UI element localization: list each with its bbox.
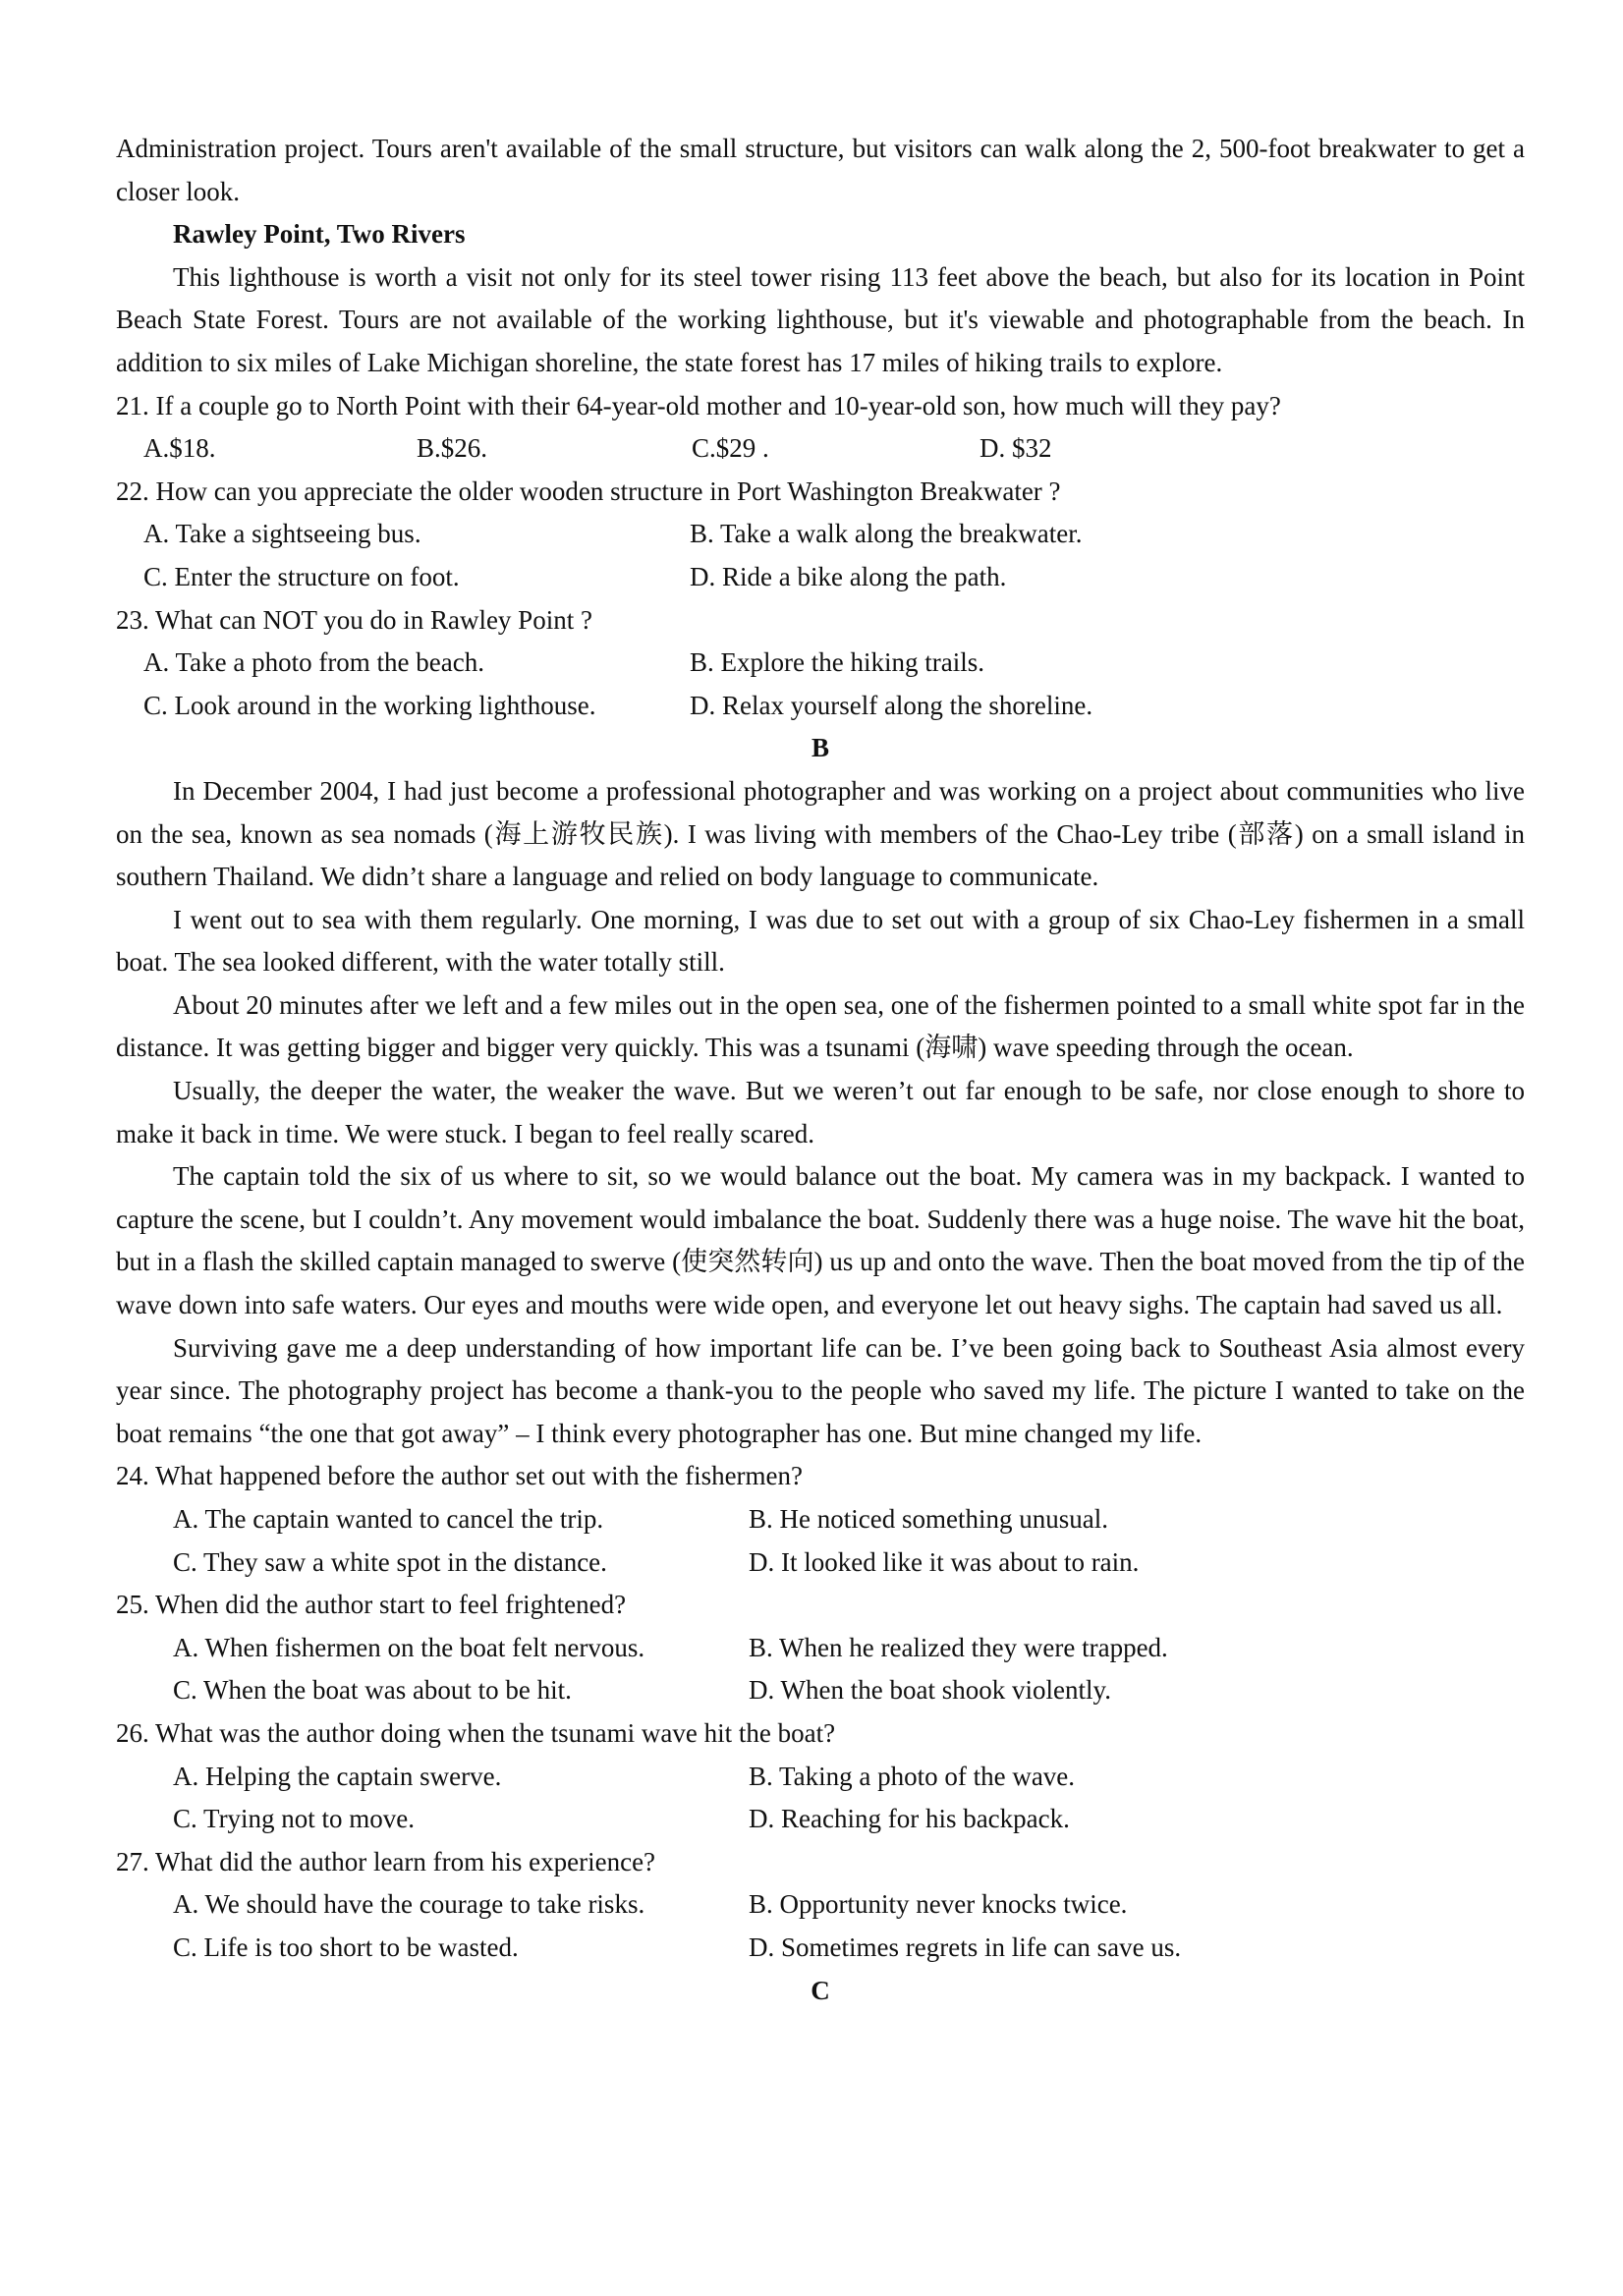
option-b[interactable]: B. Take a walk along the breakwater. (690, 519, 1083, 549)
option-d[interactable]: D. Ride a bike along the path. (690, 561, 1007, 591)
question-stem: 24. What happened before the author set out with the fishermen? (116, 1461, 804, 1491)
option-d[interactable]: D. Relax yourself along the shoreline. (690, 690, 1093, 720)
passage-a-ending-paragraph: Administration project. Tours aren't available of the small structure, but visitors can walk along the 2, 500-foot breakwater to get a closer look. (116, 134, 1525, 206)
answer-options-row-2 (116, 1541, 1525, 1585)
passage-b-paragraph-3: About 20 minutes after we left and a few miles out in the open sea, one of the fishermen pointed to a small white spot far in the distance. It was getting bigger and bigger very quickly. This was a tsunami (海啸) wave speeding through the ocean. (116, 989, 1525, 1063)
option-d[interactable]: D. It looked like it was about to rain. (749, 1546, 1140, 1577)
option-c[interactable]: C. When the boat was about to be hit. (173, 1675, 572, 1706)
passage-b-paragraph-6: Surviving gave me a deep understanding of how important life can be. I’ve been going back to Southeast Asia almost every year since. The photography project has become a thank-you to the people who saved my life. The picture I wanted to take on the boat remains “the one that got away” – I think every photographer has one. But mine changed my life. (116, 1332, 1525, 1448)
option-b[interactable]: B. Opportunity never knocks twice. (749, 1889, 1128, 1920)
answer-options-row-2 (116, 556, 1525, 599)
question-22 (116, 471, 1525, 599)
answer-options-row-2 (116, 1798, 1525, 1841)
rawley-point-heading: Rawley Point, Two Rivers (173, 219, 466, 250)
answer-options (116, 427, 1525, 471)
question-stem: 25. When did the author start to feel frightened? (116, 1590, 627, 1620)
option-b[interactable]: B. When he realized they were trapped. (749, 1632, 1168, 1662)
option-b[interactable]: B. Explore the hiking trails. (690, 647, 984, 678)
option-b[interactable]: B.$26. (417, 433, 488, 464)
question-26 (116, 1712, 1525, 1841)
section-b-label: B (811, 733, 829, 763)
answer-options-row-2 (116, 1669, 1525, 1712)
section-c-label: C (811, 1975, 830, 2005)
question-27 (116, 1841, 1525, 1970)
answer-options-row-1 (116, 1756, 1525, 1799)
answer-options-row-1 (116, 513, 1525, 556)
option-c[interactable]: C.$29 . (692, 433, 769, 464)
question-stem: 26. What was the author doing when the tsunami wave hit the boat? (116, 1717, 836, 1748)
question-stem: 22. How can you appreciate the older wooden structure in Port Washington Breakwater ? (116, 476, 1061, 506)
question-stem: 27. What did the author learn from his experience? (116, 1846, 656, 1876)
option-d[interactable]: D. Sometimes regrets in life can save us. (749, 1932, 1182, 1962)
answer-options-row-1 (116, 1627, 1525, 1670)
option-a[interactable]: A. We should have the courage to take risks. (173, 1889, 645, 1920)
option-a[interactable]: A. Helping the captain swerve. (173, 1761, 502, 1791)
option-d[interactable]: D. $32 (979, 433, 1052, 464)
question-stem: 21. If a couple go to North Point with their 64-year-old mother and 10-year-old son, how much will they pay? (116, 390, 1281, 420)
answer-options-row-2 (116, 1927, 1525, 1970)
question-23 (116, 599, 1525, 728)
passage-b-paragraph-2: I went out to sea with them regularly. One morning, I was due to set out with a group of six Chao-Ley fishermen in a small boat. The sea looked different, with the water totally still. (116, 904, 1525, 978)
question-25 (116, 1584, 1525, 1712)
question-21 (116, 385, 1525, 471)
option-d[interactable]: D. Reaching for his backpack. (749, 1804, 1070, 1834)
option-a[interactable]: A. Take a sightseeing bus. (143, 519, 421, 549)
passage-b-paragraph-5: The captain told the six of us where to sit, so we would balance out the boat. My camera was in my backpack. I wanted to capture the scene, but I couldn’t. Any movement would imbalance the boat. Suddenly there was a huge noise. The wave hit the boat, but in a flash the skilled captain managed to swerve (使突然转向) us up and onto the wave. Then the boat moved from the tip of the wave down into safe waters. Our eyes and mouths were wide open, and everyone let out heavy sighs. The captain had saved us all. (116, 1161, 1525, 1320)
option-c[interactable]: C. Life is too short to be wasted. (173, 1932, 519, 1962)
option-b[interactable]: B. He noticed something unusual. (749, 1504, 1108, 1534)
passage-b-paragraph-1: In December 2004, I had just become a professional photographer and was working on a project about communities who live on the sea, known as sea nomads (海上游牧民族). I was living with members of the Chao-Ley tribe (部落) on a small island in southern Thailand. We didn’t share a language and relied on body language to communicate. (116, 775, 1525, 892)
option-a[interactable]: A. Take a photo from the beach. (143, 647, 484, 678)
option-a[interactable]: A. The captain wanted to cancel the trip. (173, 1504, 604, 1534)
option-a[interactable]: A. When fishermen on the boat felt nervous. (173, 1632, 645, 1662)
option-c[interactable]: C. They saw a white spot in the distance. (173, 1546, 607, 1577)
question-24 (116, 1455, 1525, 1584)
rawley-point-paragraph: This lighthouse is worth a visit not only for its steel tower rising 113 feet above the beach, but also for its location in Point Beach State Forest. Tours are not available of the working lighthouse, but it's viewable and photographable from the beach. In addition to six miles of Lake Michigan shoreline, the state forest has 17 miles of hiking trails to explore. (116, 261, 1525, 377)
answer-options-row-2 (116, 685, 1525, 728)
exam-page (116, 128, 1525, 2012)
option-c[interactable]: C. Enter the structure on foot. (143, 561, 460, 591)
answer-options-row-1 (116, 1883, 1525, 1927)
option-a[interactable]: A.$18. (143, 433, 216, 464)
option-c[interactable]: C. Look around in the working lighthouse. (143, 690, 596, 720)
question-stem: 23. What can NOT you do in Rawley Point ? (116, 604, 592, 635)
option-b[interactable]: B. Taking a photo of the wave. (749, 1761, 1076, 1791)
passage-b-paragraph-4: Usually, the deeper the water, the weaker the wave. But we weren’t out far enough to be safe, nor close enough to shore to make it back in time. We were stuck. I began to feel really scared. (116, 1076, 1525, 1148)
option-d[interactable]: D. When the boat shook violently. (749, 1675, 1111, 1706)
option-c[interactable]: C. Trying not to move. (173, 1804, 416, 1834)
answer-options-row-1 (116, 642, 1525, 685)
answer-options-row-1 (116, 1498, 1525, 1541)
